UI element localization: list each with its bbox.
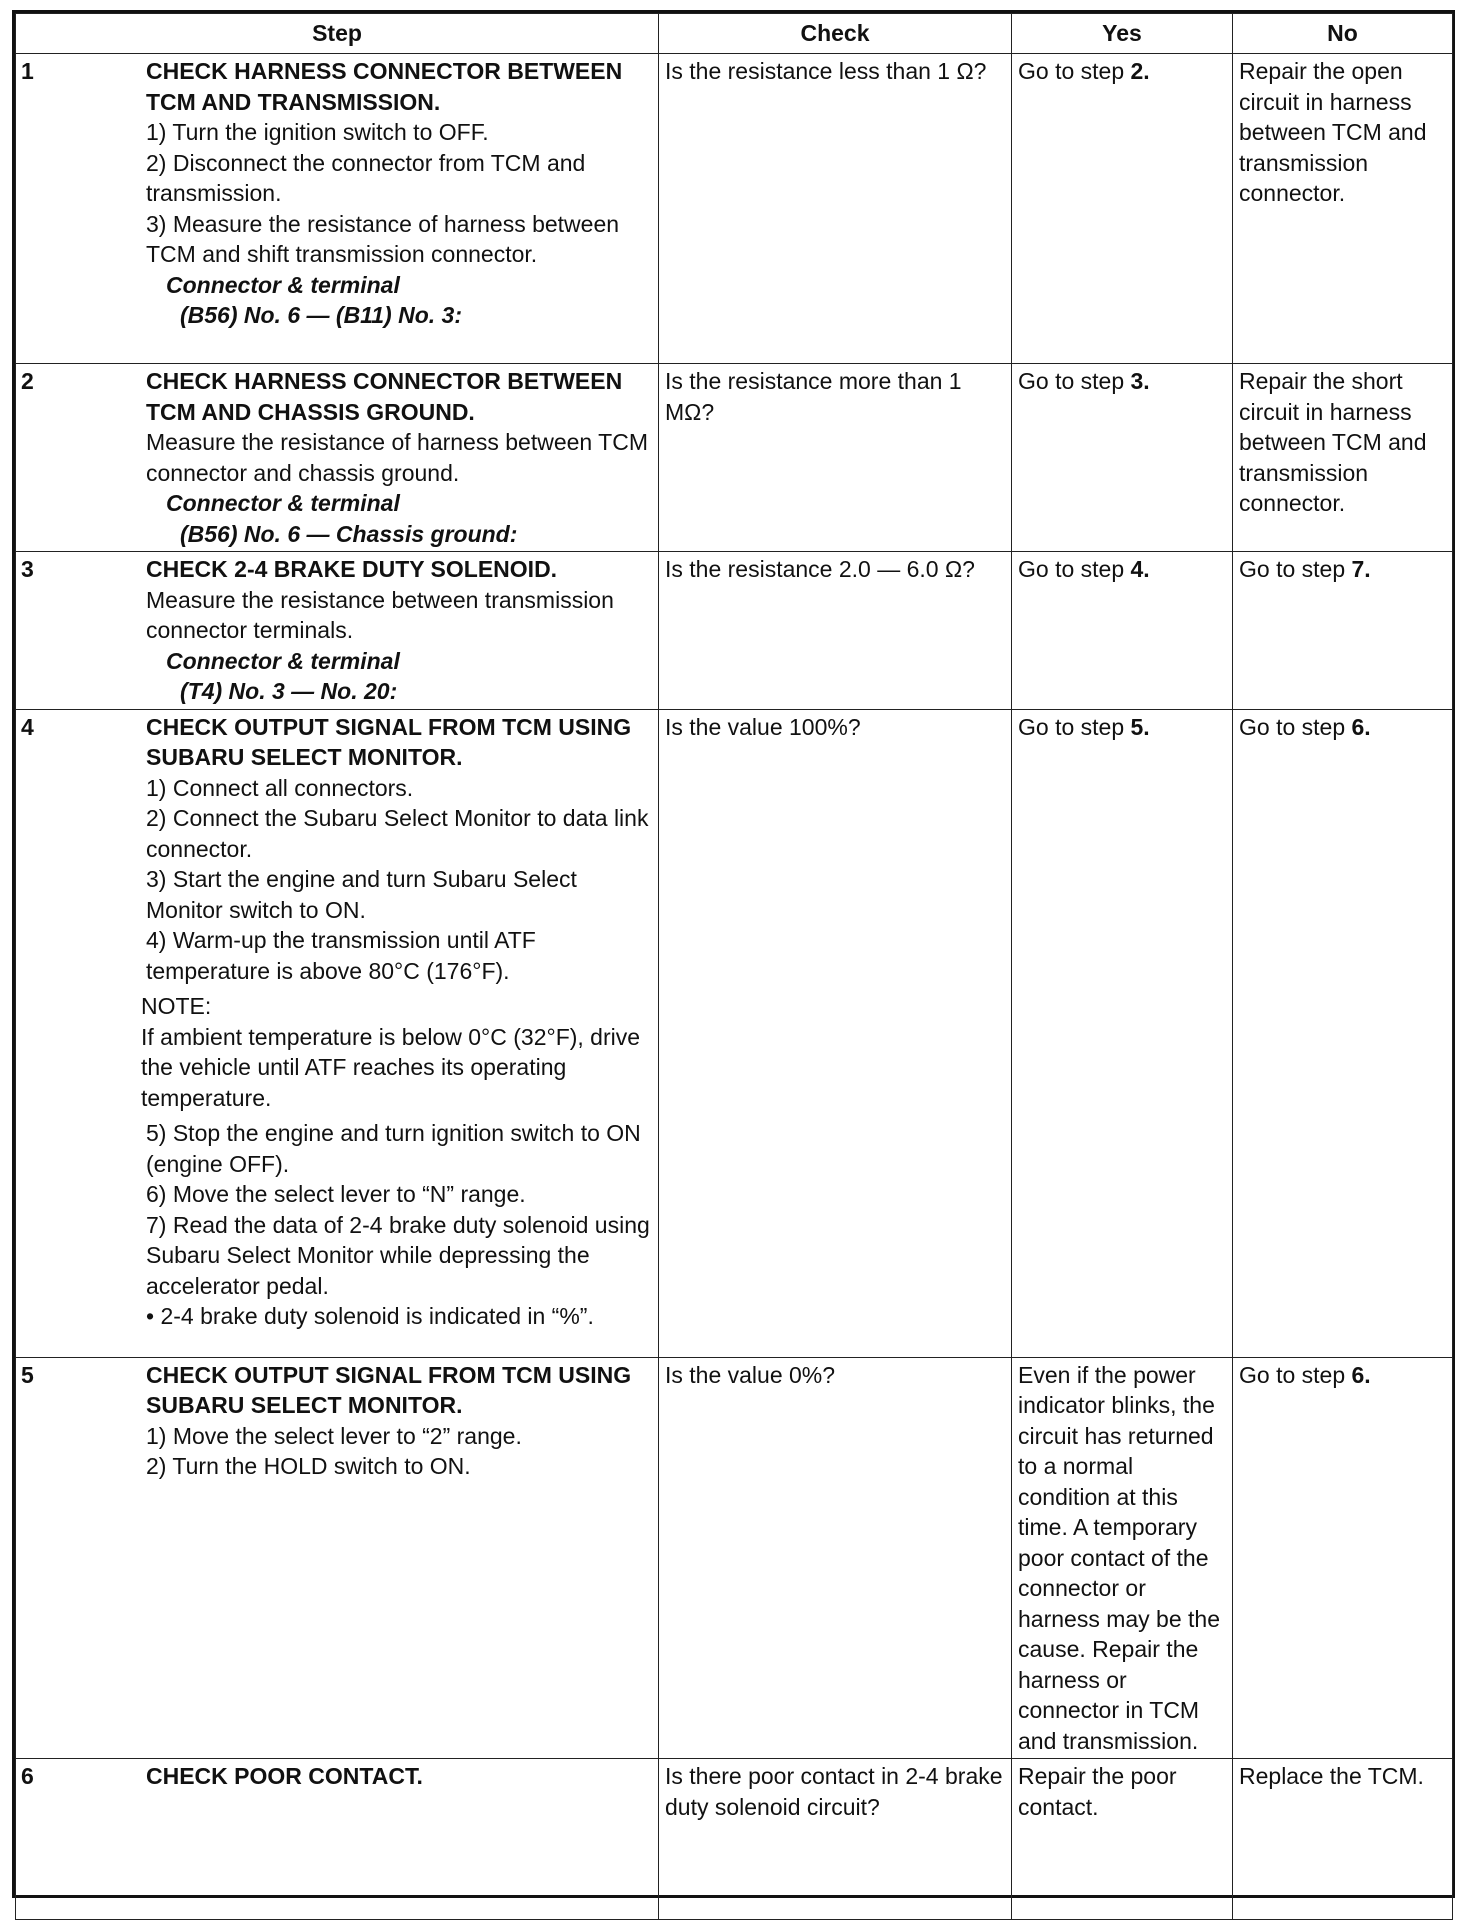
step-number: 1: [21, 58, 34, 84]
check-question: Is there poor contact in 2-4 brake duty solenoid circuit?: [665, 1763, 1003, 1820]
yes-text: Even if the power indicator blinks, the circuit has returned to a normal condition at this time. A temporary poor contact of the connector or harness may be the cause. Repair the harness or connector in TCM and transmission.: [1018, 1361, 1221, 1754]
table-row: [16, 364, 1453, 552]
table-row: [16, 709, 1453, 1357]
header-check: Check: [659, 14, 1012, 54]
check-cell: [659, 364, 1012, 552]
step-line: 3) Start the engine and turn Subaru Select Monitor switch to ON.: [146, 866, 577, 923]
step-cell: [16, 552, 659, 710]
no-text: Repair the open circuit in harness between TCM and transmission connector.: [1239, 58, 1427, 206]
no-cell: [1233, 1759, 1453, 1920]
yes-step-ref: 4.: [1130, 556, 1150, 582]
step-cell: [16, 364, 659, 552]
no-step-ref: 6.: [1351, 1361, 1371, 1388]
step-number: 6: [21, 1763, 34, 1789]
yes-step-ref: 5.: [1130, 713, 1150, 740]
step-line: 2) Turn the HOLD switch to ON.: [146, 1453, 471, 1479]
header-no: No: [1233, 14, 1453, 54]
connector-label: Connector & terminal: [166, 271, 400, 298]
connector-terminal: (B56) No. 6 — Chassis ground:: [180, 520, 518, 547]
check-cell: [659, 54, 1012, 364]
step-title: CHECK OUTPUT SIGNAL FROM TCM USING SUBARU SELECT MONITOR.: [146, 713, 632, 770]
note-text: If ambient temperature is below 0°C (32°F), drive the vehicle until ATF reaches its operating temperature.: [141, 1023, 641, 1111]
check-question: Is the resistance 2.0 — 6.0 Ω?: [665, 556, 975, 582]
yes-text: Go to step: [1018, 368, 1131, 394]
no-cell: [1233, 709, 1453, 1357]
step-line: Measure the resistance between transmission connector terminals.: [146, 586, 614, 643]
note-heading: NOTE:: [141, 993, 212, 1019]
yes-text: Go to step: [1018, 556, 1131, 582]
yes-cell: [1012, 552, 1233, 710]
check-question: Is the resistance less than 1 Ω?: [665, 58, 987, 84]
step-line: 5) Stop the engine and turn ignition switch to ON (engine OFF).: [146, 1120, 641, 1177]
check-question: Is the value 0%?: [665, 1361, 836, 1388]
yes-cell: [1012, 1357, 1233, 1759]
table-row: [16, 1357, 1453, 1759]
note-block: [141, 991, 653, 1113]
step-line: 2) Disconnect the connector from TCM and transmission.: [146, 149, 586, 206]
check-question: Is the value 100%?: [665, 713, 861, 740]
no-text: Replace the TCM.: [1239, 1763, 1424, 1789]
diagnostic-procedure-table: [12, 10, 1455, 1898]
yes-text: Go to step: [1018, 713, 1131, 740]
header-row: [16, 14, 1453, 54]
header-yes: Yes: [1012, 14, 1233, 54]
step-line: 4) Warm-up the transmission until ATF temperature is above 80°C (176°F).: [146, 927, 536, 984]
connector-label: Connector & terminal: [166, 490, 400, 516]
step-number: 4: [21, 713, 34, 740]
check-cell: [659, 709, 1012, 1357]
no-cell: [1233, 1357, 1453, 1759]
no-text: Go to step: [1239, 1361, 1352, 1388]
table-row: [16, 1759, 1453, 1920]
connector-terminal: (B56) No. 6 — (B11) No. 3:: [180, 302, 462, 328]
step-line: 6) Move the select lever to “N” range.: [146, 1181, 526, 1207]
step-line: Measure the resistance of harness between TCM connector and chassis ground.: [146, 429, 648, 486]
table-row: [16, 54, 1453, 364]
no-cell: [1233, 552, 1453, 710]
step-line: 1) Connect all connectors.: [146, 774, 414, 801]
step-line: 1) Turn the ignition switch to OFF.: [146, 119, 489, 145]
no-cell: [1233, 54, 1453, 364]
header-step: Step: [16, 14, 659, 54]
no-step-ref: 6.: [1351, 713, 1371, 740]
step-cell: [16, 1357, 659, 1759]
step-number: 5: [21, 1361, 34, 1388]
yes-text: Go to step: [1018, 58, 1131, 84]
yes-cell: [1012, 364, 1233, 552]
yes-cell: [1012, 709, 1233, 1357]
table-row: [16, 552, 1453, 710]
yes-cell: [1012, 1759, 1233, 1920]
step-cell: [16, 54, 659, 364]
step-cell: [16, 1759, 659, 1920]
procedure-table: [15, 13, 1453, 1920]
step-line: 2) Connect the Subaru Select Monitor to data link connector.: [146, 805, 649, 862]
step-title: CHECK HARNESS CONNECTOR BETWEEN TCM AND TRANSMISSION.: [146, 58, 623, 115]
check-cell: [659, 1759, 1012, 1920]
no-text: Go to step: [1239, 713, 1352, 740]
bullet-item: • 2-4 brake duty solenoid is indicated in “%”.: [146, 1303, 594, 1329]
yes-text: Repair the poor contact.: [1018, 1763, 1177, 1820]
no-text: Go to step: [1239, 556, 1352, 582]
connector-label: Connector & terminal: [166, 647, 400, 674]
no-text: Repair the short circuit in harness between TCM and transmission connector.: [1239, 368, 1427, 516]
check-cell: [659, 552, 1012, 710]
check-cell: [659, 1357, 1012, 1759]
yes-step-ref: 3.: [1130, 368, 1150, 394]
no-step-ref: 7.: [1351, 556, 1371, 582]
step-line: 3) Measure the resistance of harness between TCM and shift transmission connector.: [146, 210, 620, 267]
yes-cell: [1012, 54, 1233, 364]
yes-step-ref: 2.: [1130, 58, 1150, 84]
step-title: CHECK 2-4 BRAKE DUTY SOLENOID.: [146, 556, 558, 582]
step-title: CHECK HARNESS CONNECTOR BETWEEN TCM AND CHASSIS GROUND.: [146, 368, 623, 425]
step-title: CHECK POOR CONTACT.: [146, 1763, 423, 1789]
step-number: 3: [21, 556, 34, 582]
step-number: 2: [21, 368, 34, 394]
no-cell: [1233, 364, 1453, 552]
step-cell: [16, 709, 659, 1357]
check-question: Is the resistance more than 1 MΩ?: [665, 368, 962, 425]
step-line: 1) Move the select lever to “2” range.: [146, 1422, 522, 1449]
step-title: CHECK OUTPUT SIGNAL FROM TCM USING SUBARU SELECT MONITOR.: [146, 1361, 632, 1418]
connector-terminal: (T4) No. 3 — No. 20:: [180, 678, 398, 704]
step-line: 7) Read the data of 2-4 brake duty solenoid using Subaru Select Monitor while depressing the accelerator pedal.: [146, 1211, 650, 1299]
